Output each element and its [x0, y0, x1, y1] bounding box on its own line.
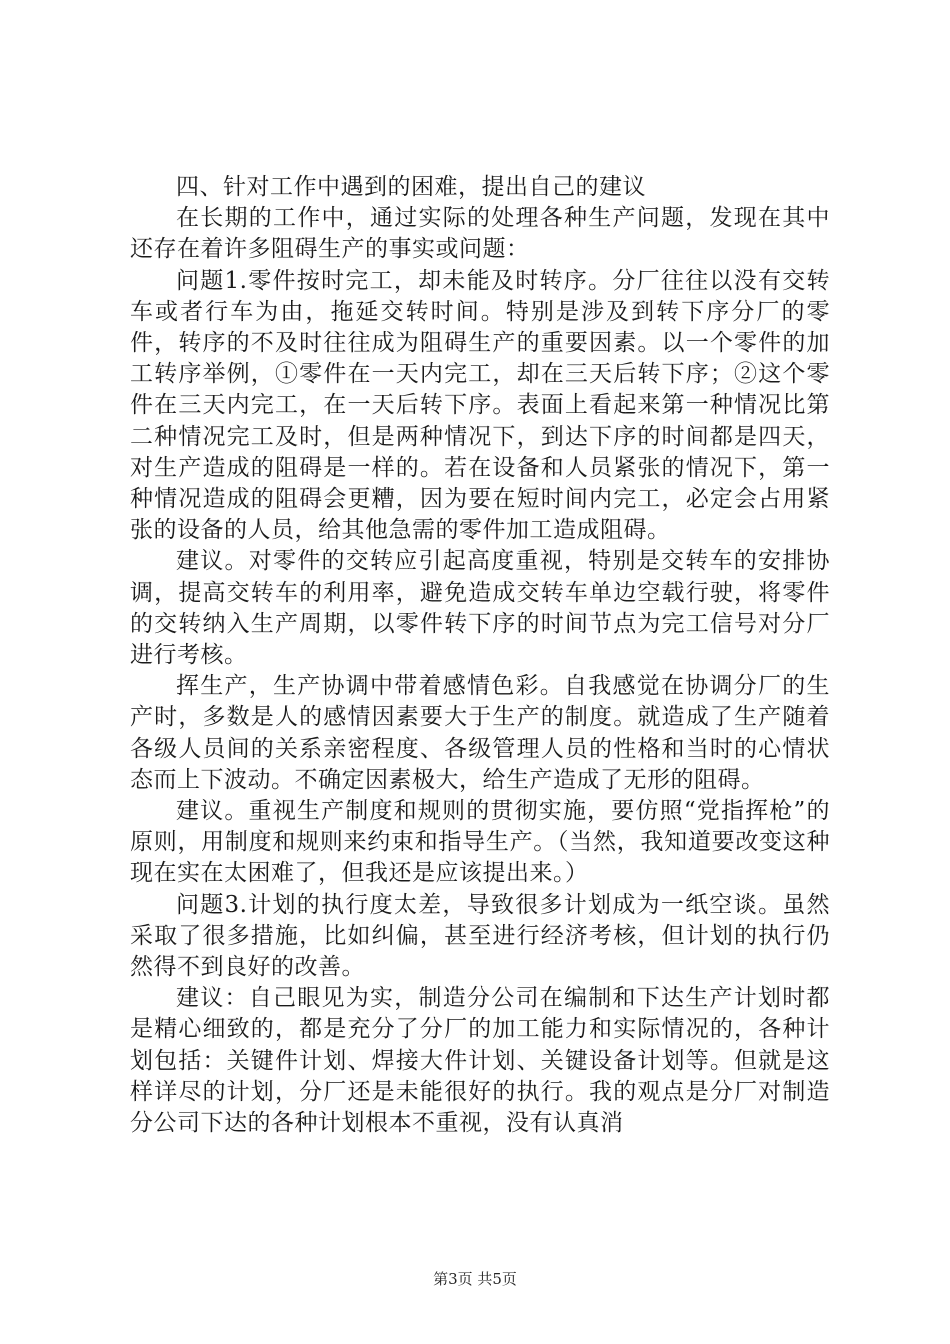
paragraph-suggestion-3: 建议：自己眼见为实，制造分公司在编制和下达生产计划时都是精心细致的，都是充分了分厂的加工能力和实际情况的，各种计划包括：关键件计划、焊接大件计划、关键设备计划等。但就是这样详尽的计划，分厂还是未能很好的执行。我的观点是分厂对制造分公司下达的各种计划根本不重视，没有认真消	[130, 985, 830, 1137]
paragraph-problem-1: 问题1.零件按时完工，却未能及时转序。分厂往往以没有交转车或者行车为由，拖延交转时间。特别是涉及到转下序分厂的零件，转序的不及时往往成为阻碍生产的重要因素。以一个零件的加工转序举例，①零件在一天内完工，却在三天后转下序；②这个零件在三天内完工，在一天后转下序。表面上看起来第一种情况比第二种情况完工及时，但是两种情况下，到达下序的时间都是四天，对生产造成的阻碍是一样的。若在设备和人员紧张的情况下，第一种情况造成的阻碍会更糟，因为要在短时间内完工，必定会占用紧张的设备的人员，给其他急需的零件加工造成阻碍。	[130, 267, 830, 544]
paragraph-problem-3: 问题3.计划的执行度太差，导致很多计划成为一纸空谈。虽然采取了很多措施，比如纠偏，甚至进行经济考核，但计划的执行仍然得不到良好的改善。	[130, 891, 830, 981]
section-heading: 四、针对工作中遇到的困难，提出自己的建议	[176, 174, 646, 200]
paragraph-intro: 在长期的工作中，通过实际的处理各种生产问题，发现在其中还存在着许多阻碍生产的事实或问题：	[130, 205, 830, 263]
page-footer: 第3页 共5页	[433, 1270, 517, 1288]
paragraph-suggestion-1: 建议。对零件的交转应引起高度重视，特别是交转车的安排协调，提高交转车的利用率，避免造成交转车单边空载行驶，将零件的交转纳入生产周期，以零件转下序的时间节点为完工信号对分厂进行考核。	[130, 548, 830, 669]
document-body	[130, 172, 830, 1139]
paragraph-suggestion-2: 建议。重视生产制度和规则的贯彻实施，要仿照“党指挥枪”的原则，用制度和规则来约束和指导生产。（当然，我知道要改变这种现在实在太困难了，但我还是应该提出来。）	[130, 798, 830, 887]
paragraph-problem-2: 挥生产，生产协调中带着感情色彩。自我感觉在协调分厂的生产时，多数是人的感情因素要大于生产的制度。就造成了生产随着各级人员间的关系亲密程度、各级管理人员的性格和当时的心情状态而上下波动。不确定因素极大，给生产造成了无形的阻碍。	[130, 673, 830, 793]
